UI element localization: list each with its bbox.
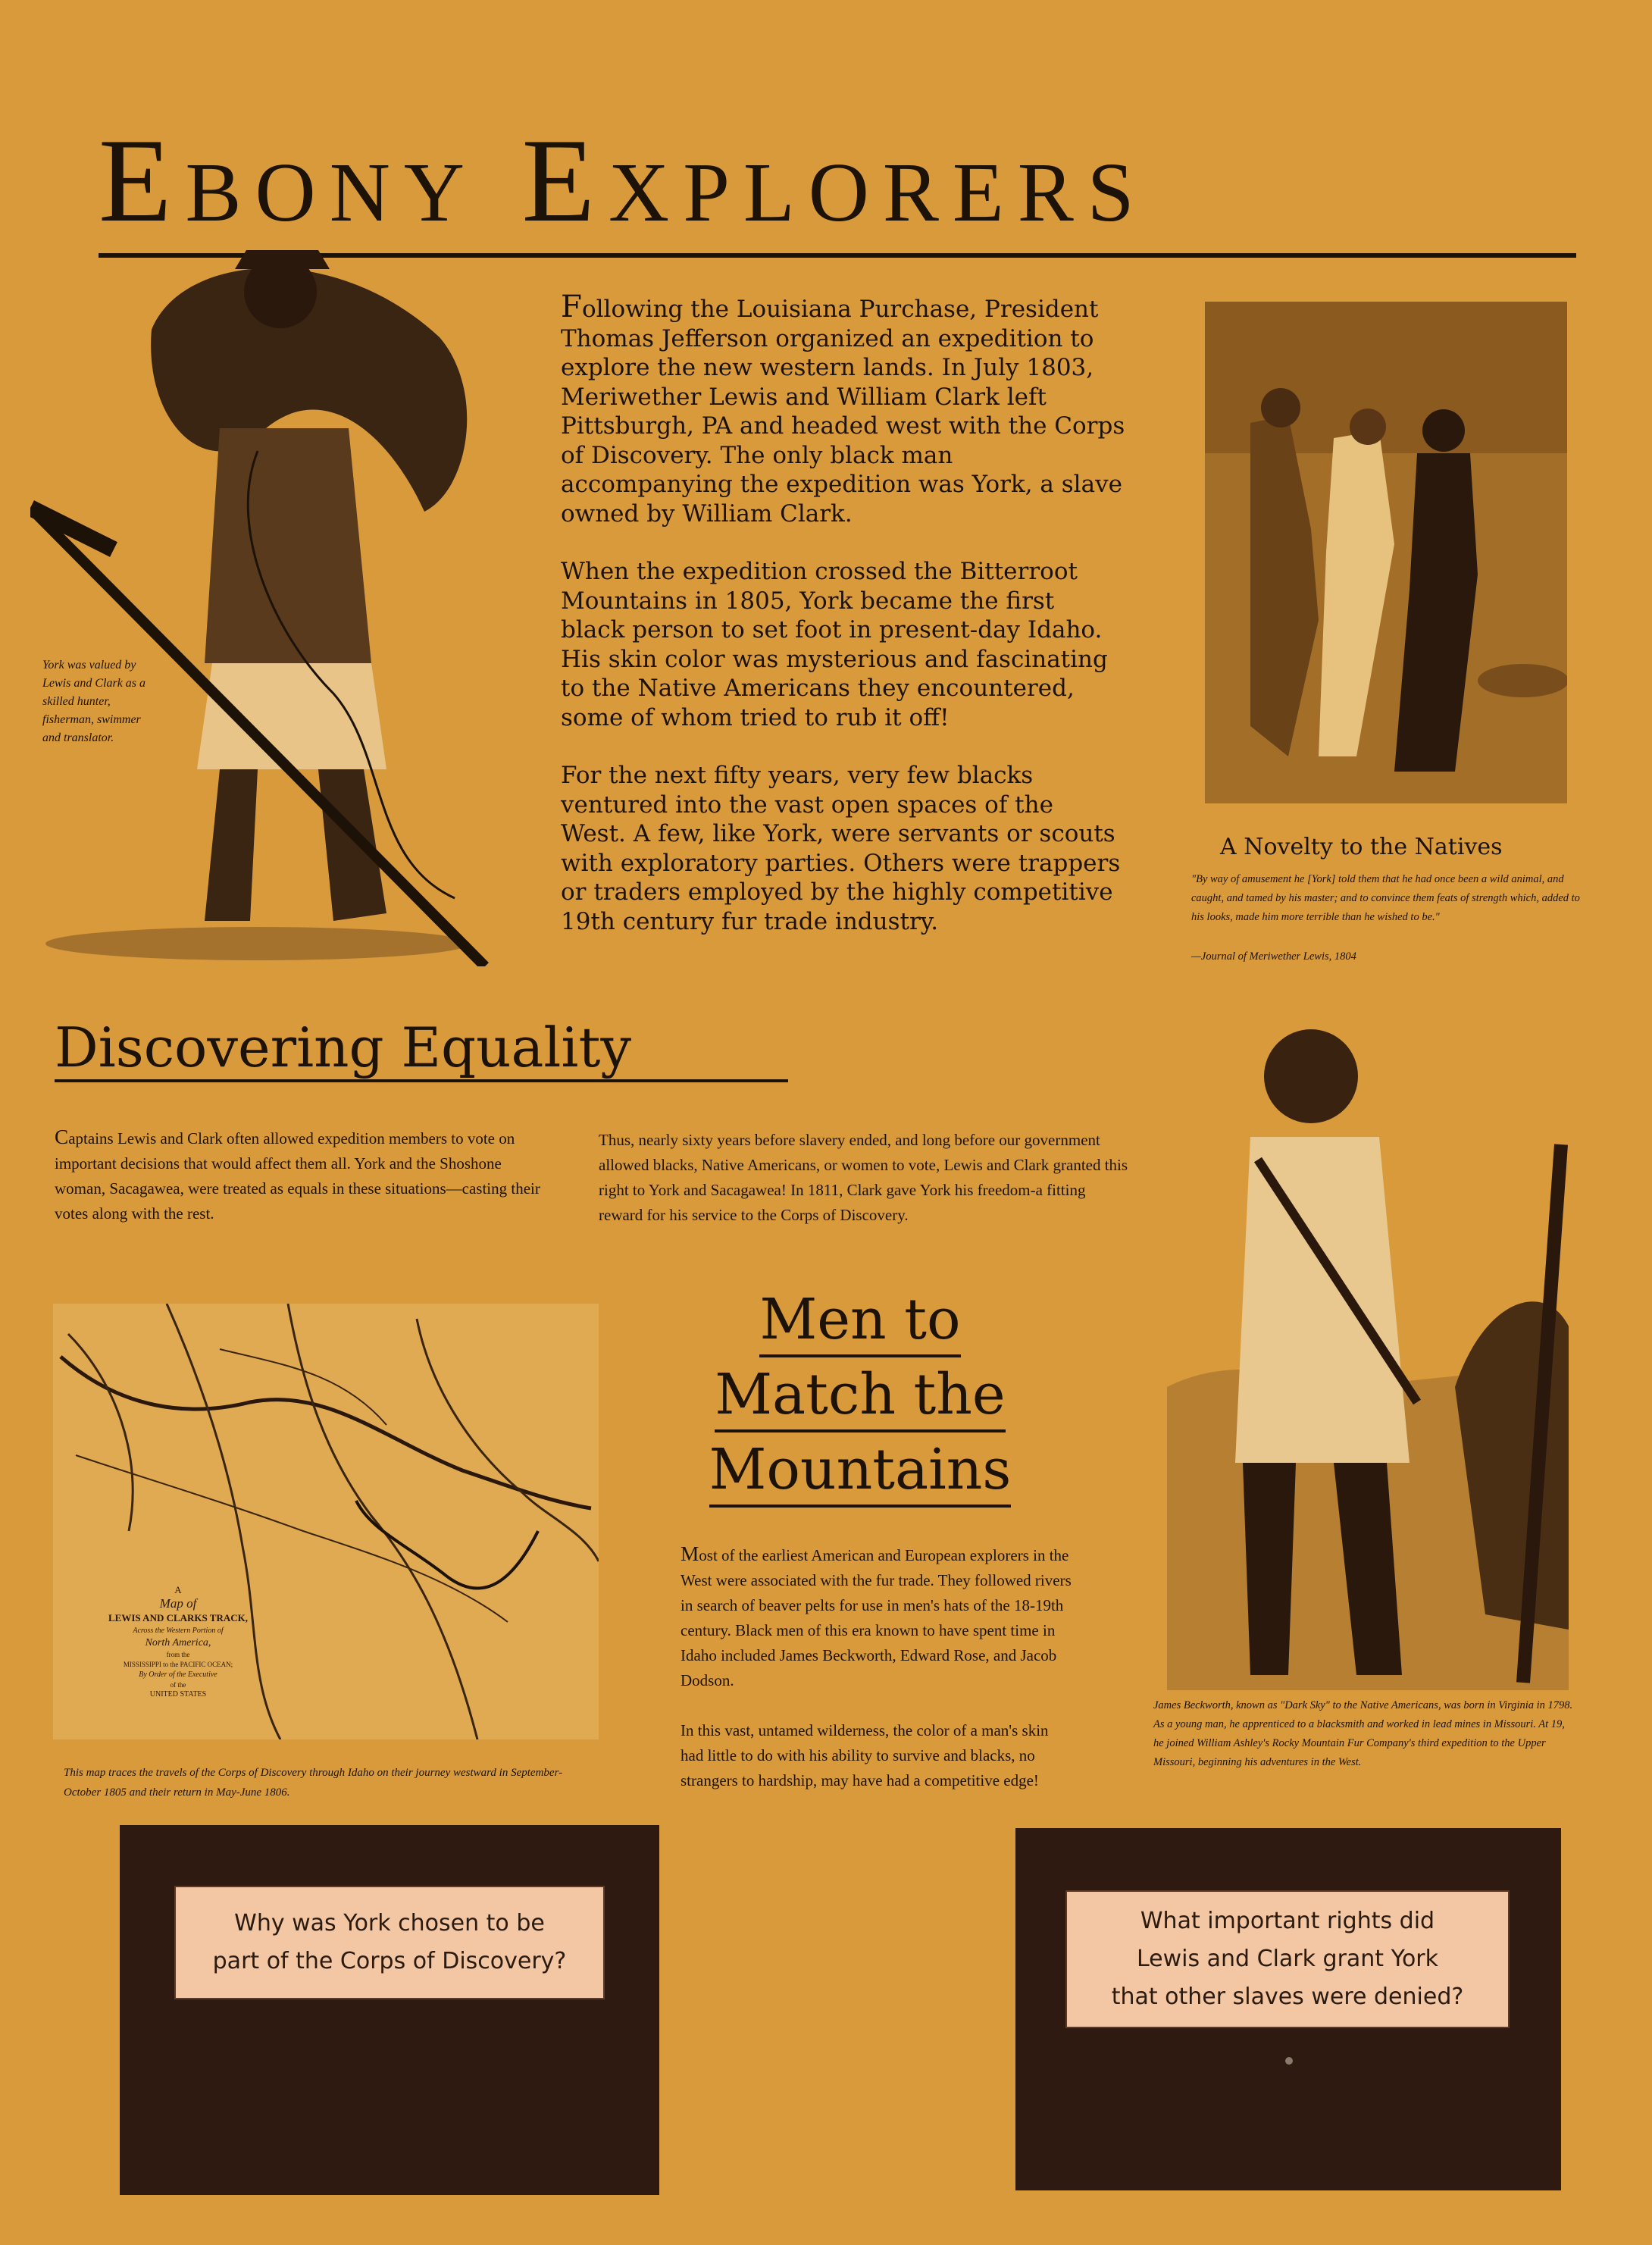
men-text	[681, 1542, 1075, 1793]
equality-column-1: Captains Lewis and Clark often allowed expedition members to vote on important decisions that would affect them all. York and the Shoshone woman, Sacagawea, were treated as equals in these situations—casting their votes along with the rest.	[55, 1126, 540, 1223]
map-label-line: Across the Western Portion of	[133, 1627, 224, 1635]
push-button[interactable]	[1285, 2057, 1293, 2065]
beckworth-illustration	[1167, 1008, 1569, 1690]
novelty-title: A Novelty to the Natives	[1220, 834, 1503, 860]
intro-text	[561, 289, 1125, 936]
men-paragraph-2: In this vast, untamed wilderness, the color of a man's skin had little to do with his ability to survive and blacks, no strangers to hardship, may have had a competitive edge!	[681, 1721, 1049, 1789]
map-label-line: UNITED STATES	[149, 1690, 207, 1699]
intro-paragraph-3: For the next fifty years, very few blacks ventured into the vast open spaces of the West. A few, like York, were servants or scouts with exploratory parties. Others were trappers or traders employed by the highly competitive 19th century fur trade industry.	[561, 762, 1121, 935]
beckworth-caption: James Beckworth, known as "Dark Sky" to the Native Americans, was born in Virginia in 1798. As a young man, he apprenticed to a blacksmith and worked in lead mines in Missouri. At 19, he joined William Ashley's Rocky Mountain Fur Company's third expedition to the Upper Missouri, beginning his adventures in the West.	[1153, 1699, 1573, 1768]
lewis-clark-map	[53, 1304, 599, 1739]
intro-paragraph-2: When the expedition crossed the Bitterroot Mountains in 1805, York became the first black person to set foot in present-day Idaho. His skin color was mysterious and fascinating to the Native Americans they encountered, some of whom tried to rub it off!	[561, 558, 1108, 731]
map-label-line: of the	[170, 1681, 186, 1689]
question-card-right	[1065, 1890, 1510, 2028]
novelty-source: —Journal of Meriwether Lewis, 1804	[1191, 950, 1356, 963]
map-label-line: MISSISSIPPI to the PACIFIC OCEAN;	[123, 1661, 233, 1668]
equality-rule	[55, 1079, 788, 1082]
novelty-illustration	[1205, 302, 1567, 803]
men-heading	[652, 1282, 1068, 1508]
map-label-line: A	[174, 1584, 182, 1595]
question-text-right: What important rights did Lewis and Clark grant York that other slaves were denied?	[1111, 1908, 1464, 2010]
novelty-quote: "By way of amusement he [York] told them that he had once been a wild animal, and caught, and tamed by his master; and to convince them feats of strength which, added to his looks, made him more terrible than he wished to be."	[1191, 873, 1580, 923]
map-label-line: from the	[166, 1651, 190, 1658]
men-heading-line: Mountains	[709, 1435, 1012, 1508]
equality-heading: Discovering Equality	[55, 1016, 632, 1079]
york-illustration	[30, 239, 515, 966]
men-heading-line: Match the	[715, 1360, 1005, 1432]
question-card-left	[174, 1886, 605, 1999]
men-heading-line: Men to	[759, 1285, 960, 1357]
map-title-cartouche	[83, 1584, 273, 1700]
page-title: Ebony Explorers	[99, 114, 1148, 247]
equality-column-2: Thus, nearly sixty years before slavery ended, and long before our government allowed blacks, Native Americans, or women to vote, Lewis and Clark granted this right to York and Sacagawea! In 1811, Clark gave York his freedom-a fitting reward for his service to the Corps of Discovery.	[599, 1131, 1128, 1224]
intro-paragraph-1: Following the Louisiana Purchase, President Thomas Jefferson organized an expedition to explore the new western lands. In July 1803, Meriwether Lewis and William Clark left Pittsburgh, PA and headed west with the Corps of Discovery. The only black man accompanying the expedition was York, a slave owned by William Clark.	[561, 289, 1125, 528]
york-caption: York was valued by Lewis and Clark as a skilled hunter, fisherman, swimmer and translator.	[42, 659, 146, 744]
men-paragraph-1: Most of the earliest American and European explorers in the West were associated with the fur trade. They followed rivers in search of beaver pelts for use in men's hats of the 18-19th century. Black men of this era known to have spent time in Idaho included James Beckworth, Edward Rose, and Jacob Dodson.	[681, 1542, 1072, 1689]
map-label-line: North America,	[145, 1637, 211, 1649]
map-caption: This map traces the travels of the Corps of Discovery through Idaho on their journey westward in September-October 1805 and their return in May-June 1806.	[64, 1767, 563, 1799]
map-label-line: LEWIS AND CLARKS TRACK,	[108, 1612, 248, 1623]
question-box-left	[120, 1825, 659, 2195]
question-box-right	[1015, 1828, 1561, 2190]
map-label-line: By Order of the Executive	[139, 1670, 217, 1679]
question-text-left: Why was York chosen to be part of the Corps of Discovery?	[212, 1910, 567, 1974]
map-label-line: Map of	[159, 1596, 197, 1611]
